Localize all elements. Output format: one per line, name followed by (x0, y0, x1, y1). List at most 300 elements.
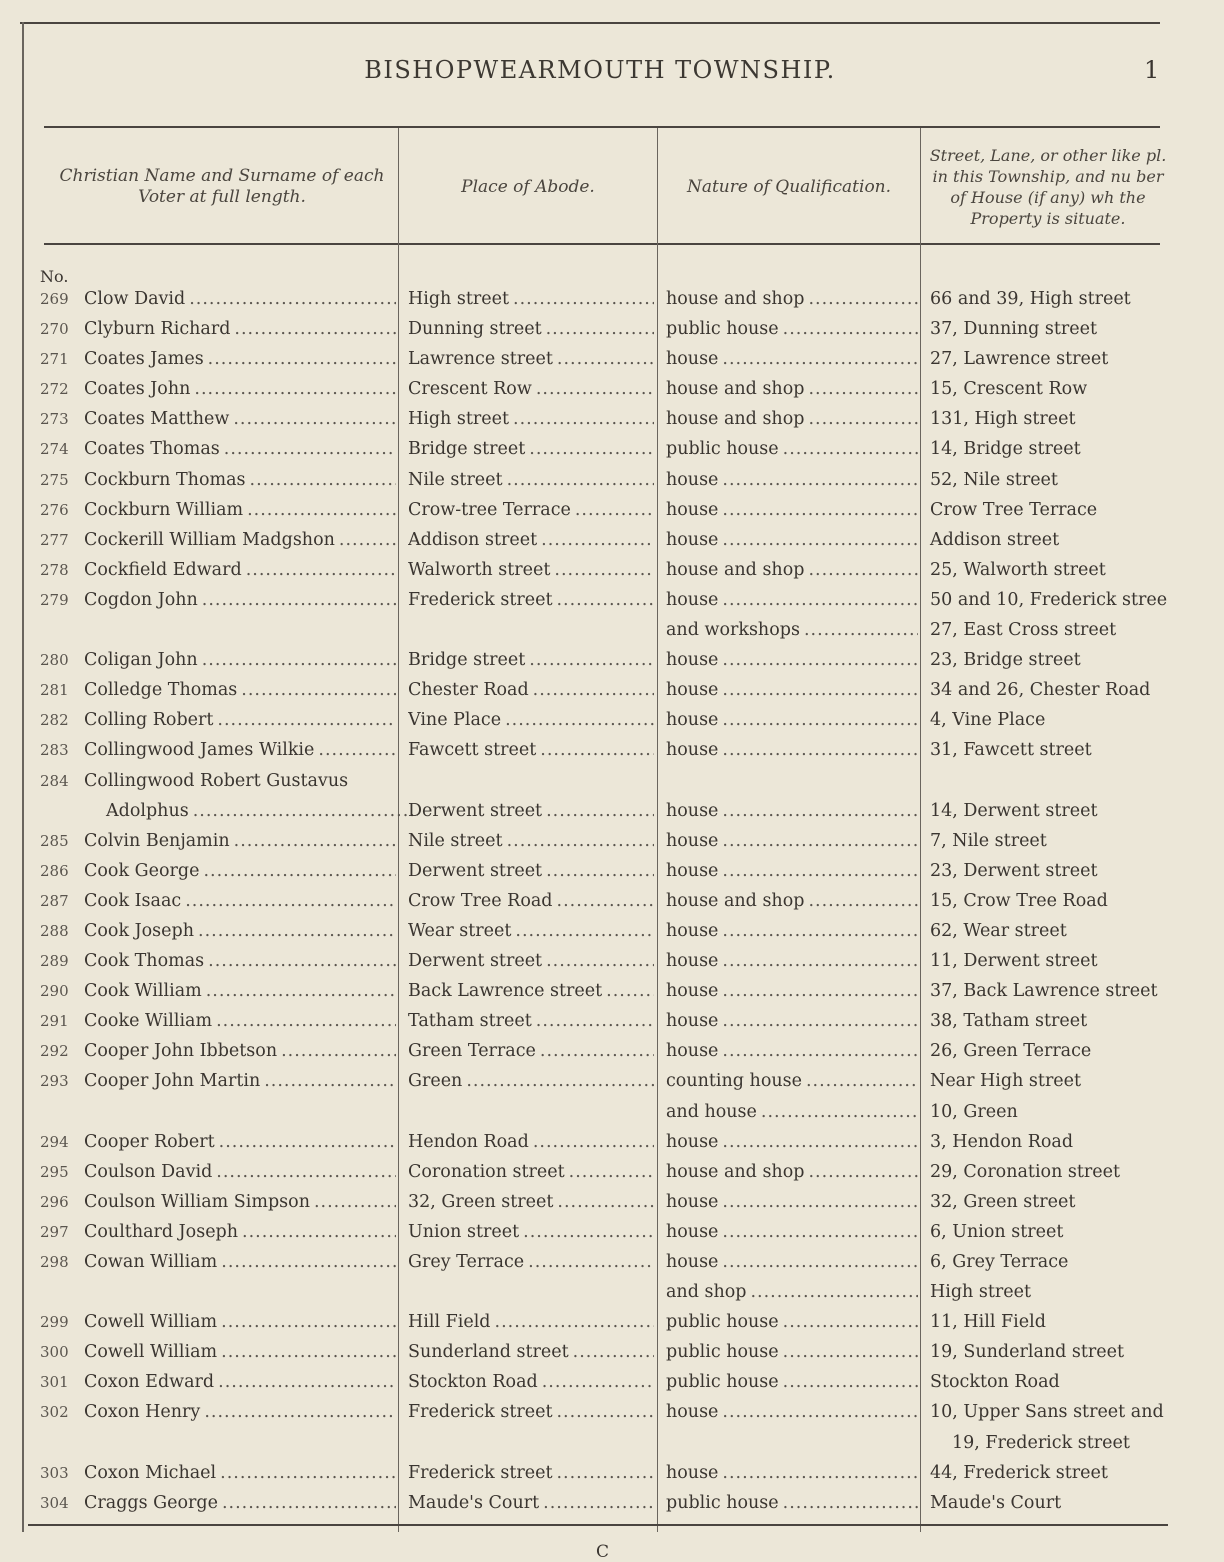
dot-leader (193, 796, 418, 826)
dot-leader (515, 916, 654, 946)
property-street: Stockton Road (930, 1372, 1060, 1393)
place-of-abode (408, 585, 654, 615)
table-row (0, 675, 1224, 705)
dot-leader (546, 314, 654, 344)
nature-of-qualification (666, 1006, 918, 1036)
nature-of-qualification-text: house (666, 499, 719, 520)
dot-leader (217, 705, 396, 735)
place-of-abode-text: Frederick street (408, 1462, 553, 1483)
nature-of-qualification (666, 1367, 918, 1397)
property-street: 37, Dunning street (930, 319, 1097, 340)
table-row (0, 1367, 1224, 1397)
place-of-abode (408, 1097, 654, 1127)
property-street: Addison street (930, 529, 1060, 550)
voter-name-text: Craggs George (84, 1492, 218, 1513)
table-row (0, 434, 1224, 464)
voter-name (84, 735, 396, 765)
voter-name (84, 976, 396, 1006)
voter-name-text: Coulthard Joseph (84, 1221, 239, 1242)
dot-leader (203, 856, 396, 886)
dot-leader (234, 826, 396, 856)
number-column-label: No. (40, 267, 69, 286)
voter-name (84, 1488, 396, 1518)
dot-leader (556, 585, 654, 615)
nature-of-qualification-text: house (666, 650, 719, 671)
dot-leader (783, 314, 918, 344)
nature-of-qualification (666, 1397, 918, 1427)
place-of-abode-text: Vine Place (408, 710, 502, 731)
nature-of-qualification (666, 766, 918, 796)
dot-leader (722, 1036, 918, 1066)
nature-of-qualification (666, 1066, 918, 1096)
place-of-abode (408, 1367, 654, 1397)
place-of-abode (408, 314, 654, 344)
voter-number: 297 (40, 1222, 69, 1241)
nature-of-qualification-text: house (666, 740, 719, 761)
place-of-abode (408, 434, 654, 464)
place-of-abode (408, 735, 654, 765)
dot-leader (722, 976, 918, 1006)
dot-leader (575, 495, 654, 525)
voter-name-text: Cooper John Martin (84, 1071, 261, 1092)
voter-name-text: Colvin Benjamin (84, 830, 230, 851)
voter-number: 285 (40, 831, 69, 850)
nature-of-qualification-text: house (666, 680, 719, 701)
voter-name (84, 1187, 396, 1217)
dot-leader (808, 374, 918, 404)
voter-number: 302 (40, 1403, 69, 1422)
voter-name (84, 344, 396, 374)
voter-number: 301 (40, 1373, 69, 1392)
nature-of-qualification-text: house (666, 830, 719, 851)
property-street: 6, Grey Terrace (930, 1252, 1069, 1272)
nature-of-qualification-text: house (666, 860, 719, 881)
voter-name (84, 1157, 396, 1187)
place-of-abode (408, 1277, 654, 1307)
place-of-abode (408, 1247, 654, 1277)
header-place-of-abode: Place of Abode. (461, 176, 595, 197)
voter-table (0, 284, 1224, 1518)
voter-name (84, 1367, 396, 1397)
voter-name (84, 856, 396, 886)
dot-leader (216, 1006, 396, 1036)
place-of-abode-text: Bridge street (408, 439, 526, 460)
property-street: 66 and 39, High street (930, 289, 1131, 309)
voter-number: 303 (40, 1463, 69, 1482)
dot-leader (606, 976, 654, 1006)
table-row (0, 314, 1224, 344)
dot-leader (557, 344, 654, 374)
nature-of-qualification-text: public house (666, 1372, 779, 1393)
dot-leader (722, 735, 918, 765)
dot-leader (722, 1187, 918, 1217)
voter-name (84, 826, 396, 856)
voter-name (84, 946, 396, 976)
property-street (930, 766, 1170, 796)
place-of-abode-text: Fawcett street (408, 740, 537, 761)
dot-leader (808, 404, 918, 434)
table-row (0, 796, 1224, 826)
place-of-abode (408, 374, 654, 404)
voter-name-text: Coates Thomas (84, 439, 220, 460)
place-of-abode (408, 946, 654, 976)
place-of-abode-text: Crow-tree Terrace (408, 499, 571, 520)
place-of-abode-text: Wear street (408, 920, 512, 941)
place-of-abode (408, 1127, 654, 1157)
property-street: 34 and 26, Chester Road (930, 680, 1151, 701)
table-row (0, 1428, 1224, 1458)
place-of-abode-text: Crow Tree Road (408, 890, 553, 911)
place-of-abode (408, 1397, 654, 1427)
nature-of-qualification-text: house (666, 1131, 719, 1152)
table-row (0, 1337, 1224, 1367)
dot-leader (202, 585, 396, 615)
property-street: 38, Tatham street (930, 1011, 1088, 1032)
voter-name-text: Clyburn Richard (84, 319, 231, 340)
header-nature-of-qualification: Nature of Qualification. (686, 176, 892, 197)
place-of-abode-text: Hill Field (408, 1312, 491, 1333)
place-of-abode (408, 856, 654, 886)
voter-number: 304 (40, 1493, 69, 1512)
nature-of-qualification (666, 1277, 918, 1307)
dot-leader (540, 1036, 654, 1066)
page-number: 1 (1144, 56, 1160, 84)
place-of-abode (408, 1217, 654, 1247)
place-of-abode (408, 525, 654, 555)
nature-of-qualification-text: and shop (666, 1282, 747, 1303)
place-of-abode (408, 465, 654, 495)
voter-number: 286 (40, 861, 69, 880)
place-of-abode (408, 645, 654, 675)
dot-leader (242, 1217, 396, 1247)
property-street: 31, Fawcett street (930, 740, 1092, 761)
table-row (0, 1488, 1224, 1518)
dot-leader (722, 495, 918, 525)
voter-name: Collingwood Robert Gustavus (84, 770, 349, 791)
voter-name-text: Collingwood James Wilkie (84, 740, 315, 761)
voter-number: 294 (40, 1132, 69, 1151)
dot-leader (224, 434, 396, 464)
voter-number: 291 (40, 1012, 69, 1031)
nature-of-qualification (666, 1127, 918, 1157)
dot-leader (722, 856, 918, 886)
voter-number: 293 (40, 1072, 69, 1091)
dot-leader (233, 404, 396, 434)
dot-leader (722, 1217, 918, 1247)
dot-leader (523, 1217, 654, 1247)
top-border (20, 22, 1160, 24)
voter-name (84, 284, 396, 314)
table-row (0, 856, 1224, 886)
voter-name (84, 585, 396, 615)
table-row (0, 766, 1224, 796)
dot-leader (533, 675, 654, 705)
voter-number: 271 (40, 350, 69, 369)
voter-name (84, 1036, 396, 1066)
voter-number: 298 (40, 1253, 69, 1271)
dot-leader (529, 434, 654, 464)
voter-name (84, 675, 396, 705)
voter-name (84, 314, 396, 344)
nature-of-qualification-text: house (666, 920, 719, 941)
dot-leader (185, 886, 396, 916)
place-of-abode-text: Hendon Road (408, 1131, 529, 1152)
nature-of-qualification-text: house (666, 951, 719, 972)
dot-leader (722, 826, 918, 856)
nature-of-qualification-text: house (666, 981, 719, 1002)
nature-of-qualification (666, 404, 918, 434)
property-street: 6, Union street (930, 1221, 1064, 1242)
nature-of-qualification (666, 645, 918, 675)
place-of-abode-text: Coronation street (408, 1161, 565, 1182)
table-row (0, 735, 1224, 765)
nature-of-qualification-text: public house (666, 1342, 779, 1363)
voter-name (84, 404, 396, 434)
property-street: 26, Green Terrace (930, 1041, 1092, 1062)
voter-name (84, 495, 396, 525)
nature-of-qualification (666, 314, 918, 344)
dot-leader (507, 465, 654, 495)
table-row (0, 976, 1224, 1006)
voter-name-text: Cogdon John (84, 589, 198, 610)
nature-of-qualification (666, 585, 918, 615)
header-voter-name: Christian Name and Surname of each Voter at full length. (59, 166, 385, 207)
table-row (0, 705, 1224, 735)
table-row (0, 344, 1224, 374)
dot-leader (536, 1006, 654, 1036)
dot-leader (556, 1397, 654, 1427)
voter-number: 273 (40, 410, 69, 429)
voter-number (40, 1428, 80, 1458)
voter-number: 288 (40, 921, 69, 940)
voter-number (40, 615, 80, 645)
table-row (0, 585, 1224, 615)
nature-of-qualification-text: public house (666, 1492, 779, 1513)
dot-leader (540, 735, 654, 765)
property-street: 32, Green street (930, 1191, 1076, 1212)
dot-leader (513, 404, 654, 434)
voter-name-text: Coligan John (84, 650, 198, 671)
nature-of-qualification (666, 1217, 918, 1247)
dot-leader (536, 374, 654, 404)
dot-leader (264, 1066, 396, 1096)
voter-number: 284 (40, 771, 69, 790)
voter-name-text: Coates John (84, 379, 191, 400)
voter-number: 281 (40, 681, 69, 700)
dot-leader (557, 1187, 654, 1217)
place-of-abode (408, 404, 654, 434)
dot-leader (783, 1367, 918, 1397)
nature-of-qualification (666, 284, 918, 314)
dot-leader (221, 1307, 396, 1337)
nature-of-qualification-text: house (666, 1191, 719, 1212)
dot-leader (513, 284, 654, 314)
voter-name (84, 1458, 396, 1488)
place-of-abode-text: Nile street (408, 469, 503, 490)
dot-leader (722, 1006, 918, 1036)
property-street: 19, Frederick street (952, 1432, 1130, 1453)
dot-leader (722, 675, 918, 705)
place-of-abode-text: Chester Road (408, 680, 529, 701)
table-row (0, 1217, 1224, 1247)
nature-of-qualification-text: and workshops (666, 620, 800, 641)
table-row (0, 1307, 1224, 1337)
nature-of-qualification-text: house and shop (666, 559, 805, 580)
table-row (0, 1458, 1224, 1488)
property-street: 50 and 10, Frederick stree (930, 589, 1168, 610)
place-of-abode (408, 555, 654, 585)
dot-leader (783, 434, 918, 464)
place-of-abode (408, 615, 654, 645)
place-of-abode-text: Nile street (408, 830, 503, 851)
nature-of-qualification-text: public house (666, 1312, 779, 1333)
nature-of-qualification-text: house (666, 1221, 719, 1242)
place-of-abode-text: Derwent street (408, 800, 543, 821)
dot-leader (533, 1127, 654, 1157)
table-row (0, 1127, 1224, 1157)
dot-leader (314, 1187, 396, 1217)
nature-of-qualification (666, 615, 918, 645)
dot-leader (808, 555, 918, 585)
voter-number: 269 (40, 290, 69, 308)
dot-leader (557, 886, 655, 916)
voter-name-text: Cook Joseph (84, 920, 194, 941)
table-row (0, 1187, 1224, 1217)
property-street: 29, Coronation street (930, 1161, 1121, 1182)
dot-leader (542, 1367, 654, 1397)
dot-leader (208, 946, 396, 976)
table-row (0, 1066, 1224, 1096)
property-street: 14, Bridge street (930, 439, 1081, 460)
place-of-abode (408, 826, 654, 856)
nature-of-qualification (666, 1247, 918, 1277)
place-of-abode (408, 675, 654, 705)
property-street: 27, East Cross street (930, 620, 1117, 641)
nature-of-qualification (666, 1307, 918, 1337)
table-row (0, 1097, 1224, 1127)
dot-leader (554, 555, 654, 585)
voter-name (84, 465, 396, 495)
voter-name-text: Cockburn William (84, 499, 244, 520)
nature-of-qualification-text: house (666, 710, 719, 731)
voter-number: 272 (40, 380, 69, 399)
table-row (0, 916, 1224, 946)
table-row (0, 284, 1224, 314)
place-of-abode (408, 916, 654, 946)
voter-name (84, 1127, 396, 1157)
voter-name (84, 555, 396, 585)
place-of-abode-text: Green Terrace (408, 1041, 536, 1062)
dot-leader (318, 735, 396, 765)
property-street: 11, Hill Field (930, 1312, 1046, 1333)
dot-leader (507, 826, 654, 856)
place-of-abode (408, 1428, 654, 1458)
nature-of-qualification-text: house and shop (666, 1161, 805, 1182)
dot-leader (206, 976, 396, 1006)
property-street: 10, Upper Sans street and (930, 1402, 1164, 1423)
voter-name (84, 1307, 396, 1337)
voter-number: 274 (40, 440, 69, 459)
property-street: 23, Bridge street (930, 650, 1081, 671)
place-of-abode-text: Grey Terrace (408, 1252, 525, 1272)
nature-of-qualification (666, 344, 918, 374)
property-street: Near High street (930, 1071, 1082, 1092)
place-of-abode (408, 886, 654, 916)
table-row (0, 826, 1224, 856)
voter-name-text: Coates James (84, 349, 204, 370)
dot-leader (247, 495, 396, 525)
voter-name-text: Colledge Thomas (84, 680, 238, 701)
dot-leader (722, 525, 918, 555)
voter-name-text: Coxon Edward (84, 1372, 215, 1393)
property-street: Crow Tree Terrace (930, 499, 1098, 520)
dot-leader (222, 1488, 396, 1518)
property-street: 27, Lawrence street (930, 349, 1109, 370)
voter-number: 275 (40, 470, 69, 489)
dot-leader (529, 645, 654, 675)
voter-name (84, 1247, 396, 1277)
table-row (0, 555, 1224, 585)
dot-leader (218, 1367, 396, 1397)
voter-number: 287 (40, 891, 69, 910)
nature-of-qualification (666, 916, 918, 946)
voter-name (84, 645, 396, 675)
nature-of-qualification-text: house (666, 349, 719, 370)
table-row (0, 465, 1224, 495)
dot-leader (189, 284, 396, 314)
voter-name (84, 1217, 396, 1247)
nature-of-qualification-text: house (666, 469, 719, 490)
place-of-abode-text: Back Lawrence street (408, 981, 603, 1002)
voter-name (84, 1097, 396, 1127)
table-row (0, 615, 1224, 645)
dot-leader (198, 916, 396, 946)
dot-leader (722, 796, 918, 826)
place-of-abode (408, 1036, 654, 1066)
table-row (0, 1036, 1224, 1066)
table-row (0, 946, 1224, 976)
dot-leader (281, 1036, 396, 1066)
nature-of-qualification-text: house and shop (666, 379, 805, 400)
place-of-abode-text: Maude's Court (408, 1492, 540, 1513)
nature-of-qualification-text: house and shop (666, 289, 805, 309)
property-street: 131, High street (930, 409, 1076, 430)
dot-leader (221, 1337, 396, 1367)
nature-of-qualification (666, 374, 918, 404)
voter-name (84, 525, 396, 555)
place-of-abode (408, 796, 654, 826)
dot-leader (722, 1247, 918, 1277)
nature-of-qualification (666, 976, 918, 1006)
dot-leader (783, 1337, 918, 1367)
dot-leader (339, 525, 396, 555)
property-street: High street (930, 1282, 1032, 1303)
dot-leader (528, 1247, 654, 1277)
dot-leader (204, 1397, 396, 1427)
nature-of-qualification (666, 735, 918, 765)
dot-leader (546, 796, 654, 826)
voter-name-text: Cowan William (84, 1252, 218, 1272)
place-of-abode-text: 32, Green street (408, 1191, 554, 1212)
dot-leader (466, 1066, 654, 1096)
nature-of-qualification (666, 434, 918, 464)
property-street: 62, Wear street (930, 920, 1067, 941)
nature-of-qualification (666, 1337, 918, 1367)
dot-leader (808, 284, 918, 314)
header-top-rule (44, 126, 1160, 128)
place-of-abode-text: Stockton Road (408, 1372, 538, 1393)
place-of-abode-text: High street (408, 409, 510, 430)
